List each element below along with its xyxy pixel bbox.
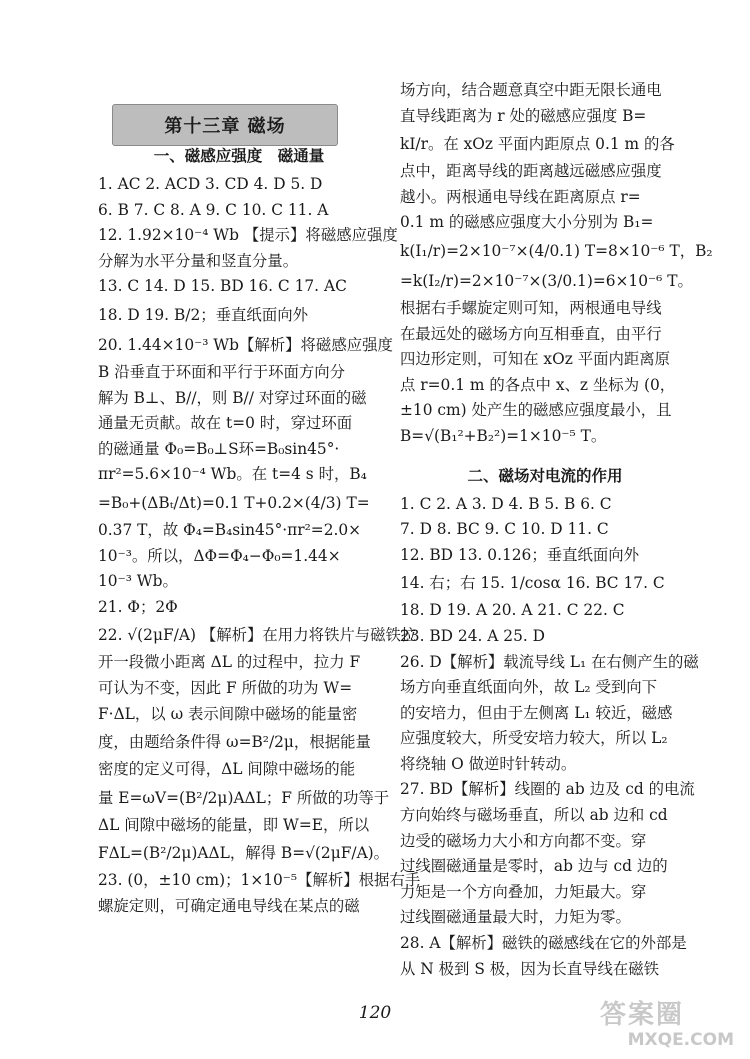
left-column: [98, 78, 421, 919]
answer-line: 28. A【解析】磁铁的磁感线在它的外部是: [400, 934, 687, 953]
answer-line: 点中，距离导线的距离越远磁感应强度: [400, 162, 662, 181]
answer-line: 越小。两根通电导线在距离原点 r=: [400, 187, 641, 206]
answer-line: 12. BD 13. 0.126；垂直纸面向外: [400, 545, 640, 564]
answer-line: 14. 右；右 15. 1/cosα 16. BC 17. C: [400, 574, 665, 593]
answer-line: 7. D 8. BC 9. C 10. D 11. C: [400, 520, 609, 539]
answer-line: 直导线距离为 r 处的磁感应强度 B=: [400, 106, 647, 125]
answer-line: 27. BD【解析】线圈的 ab 边及 cd 的电流: [400, 780, 695, 799]
answer-line: 0.37 T，故 Φ₄=B₄sin45°·πr²=2.0×: [98, 520, 362, 539]
section-heading-2: 二、磁场对电流的作用: [467, 466, 623, 485]
answer-line: 边受的磁场力大小和方向都不变。穿: [400, 831, 647, 850]
answer-line: 在最远处的磁场方向互相垂直，由平行: [400, 324, 662, 343]
answer-line: k(I₁/r)=2×10⁻⁷×(4/0.1) T=8×10⁻⁶ T，B₂: [400, 241, 713, 260]
answer-line: 应强度较大，所受安培力较大，所以 L₂: [400, 729, 668, 748]
answer-line: 21. Φ；2Φ: [98, 597, 178, 616]
answer-line: =k(I₂/r)=2×10⁻⁷×(3/0.1)=6×10⁻⁶ T。: [400, 271, 693, 290]
answer-line: 1. AC 2. ACD 3. CD 4. D 5. D: [98, 175, 323, 193]
answer-line: 12. 1.92×10⁻⁴ Wb 【提示】将磁感应强度: [98, 226, 398, 245]
answer-line: 23. (0，±10 cm)；1×10⁻⁵【解析】根据右手: [98, 871, 421, 890]
answer-line: 20. 1.44×10⁻³ Wb【解析】将磁感应强度: [98, 335, 393, 354]
answer-line: 量 E=ωV=(B²/2μ)AΔL；F 所做的功等于: [98, 788, 390, 807]
answer-line: F·ΔL，以 ω 表示间隙中磁场的能量密: [98, 704, 358, 723]
answer-line: 可认为不变，因此 F 所做的功为 W=: [98, 678, 353, 697]
answer-line: ±10 cm) 处产生的磁感应强度最小，且: [400, 401, 672, 420]
answer-line: 开一段微小距离 ΔL 的过程中，拉力 F: [98, 653, 361, 672]
answer-line: πr²=5.6×10⁻⁴ Wb。在 t=4 s 时，B₄: [98, 465, 367, 484]
chapter-title: 第十三章 磁场: [112, 104, 338, 146]
answer-line: 方向始终与磁场垂直，所以 ab 边和 cd: [400, 806, 668, 825]
answer-line: 螺旋定则，可确定通电导线在某点的磁: [98, 896, 360, 915]
answer-line: 过线圈磁通量最大时，力矩为零。: [400, 908, 631, 927]
answer-line: 场方向垂直纸面向外，故 L₂ 受到向下: [400, 678, 658, 697]
answer-line: 0.1 m 的磁感应强度大小分别为 B₁=: [400, 213, 654, 232]
answer-line: 度，由题给条件得 ω=B²/2μ，根据能量: [98, 733, 371, 752]
right-column: [400, 78, 713, 982]
answer-line: 6. B 7. C 8. A 9. C 10. C 11. A: [98, 200, 329, 219]
answer-line: 13. C 14. D 15. BD 16. C 17. AC: [98, 277, 347, 296]
answer-line: ΔL 间隙中磁场的能量，即 W=E，所以: [98, 815, 370, 834]
watermark-logo: [600, 1000, 740, 1054]
section-heading-1: 一、磁感应强度 磁通量: [153, 147, 325, 165]
watermark-logo-text: 答案圈: [600, 1000, 685, 1030]
answer-line: B=√(B₁²+B₂²)=1×10⁻⁵ T。: [400, 426, 607, 445]
answer-line: 的安培力，但由于左侧离 L₁ 较近，磁感: [400, 703, 673, 722]
answer-line: kI/r。在 xOz 平面内距原点 0.1 m 的各: [400, 135, 675, 154]
answer-line: 分解为水平分量和竖直分量。: [98, 251, 299, 270]
answer-line: 18. D 19. B/2；垂直纸面向外: [98, 305, 308, 324]
page-number: 120: [358, 1003, 392, 1023]
chapter-title-box: [98, 78, 380, 137]
answer-line: =B₀+(ΔBₜ/Δt)=0.1 T+0.2×(4/3) T=: [98, 493, 370, 512]
answer-line: 10⁻³。所以，ΔΦ=Φ₄−Φ₀=1.44×: [98, 546, 341, 565]
answer-line: FΔL=(B²/2μ)AΔL，解得 B=√(2μF/A)。: [98, 844, 390, 863]
answer-line: 根据右手螺旋定则可知，两根通电导线: [400, 298, 662, 317]
answer-line: B 沿垂直于环面和平行于环面方向分: [98, 362, 346, 381]
answer-line: 力矩是一个方向叠加，力矩最大。穿: [400, 882, 647, 901]
answer-line: 10⁻³ Wb。: [98, 572, 178, 591]
answer-line: 解为 B⊥、B//，则 B// 对穿过环面的磁: [98, 388, 367, 407]
answer-line: 22. √(2μF/A) 【解析】在用力将铁片与磁铁拉: [98, 626, 417, 645]
answer-line: 1. C 2. A 3. D 4. B 5. B 6. C: [400, 494, 612, 513]
answer-line: 从 N 极到 S 极，因为长直导线在磁铁: [400, 959, 660, 978]
answer-line: 通量无贡献。故在 t=0 时，穿过环面: [98, 414, 353, 433]
answer-line: 四边形定则，可知在 xOz 平面内距离原: [400, 350, 671, 369]
answer-line: 密度的定义可得，ΔL 间隙中磁场的能: [98, 760, 356, 779]
answer-line: 将绕轴 O 做逆时针转动。: [400, 754, 577, 773]
answer-line: 23. BD 24. A 25. D: [400, 626, 545, 645]
answer-line: 18. D 19. A 20. A 21. C 22. C: [400, 601, 625, 620]
answer-line: 26. D【解析】载流导线 L₁ 在右侧产生的磁: [400, 652, 699, 671]
answer-line: 过线圈磁通量是零时，ab 边与 cd 边的: [400, 857, 668, 876]
answer-line: 场方向，结合题意真空中距无限长通电: [400, 81, 662, 99]
watermark-site-text: MXQE.COM: [627, 1030, 734, 1050]
answer-line: 点 r=0.1 m 的各点中 x、z 坐标为 (0，: [400, 375, 676, 394]
answer-line: 的磁通量 Φ₀=B₀⊥S环=B₀sin45°·: [98, 439, 340, 458]
